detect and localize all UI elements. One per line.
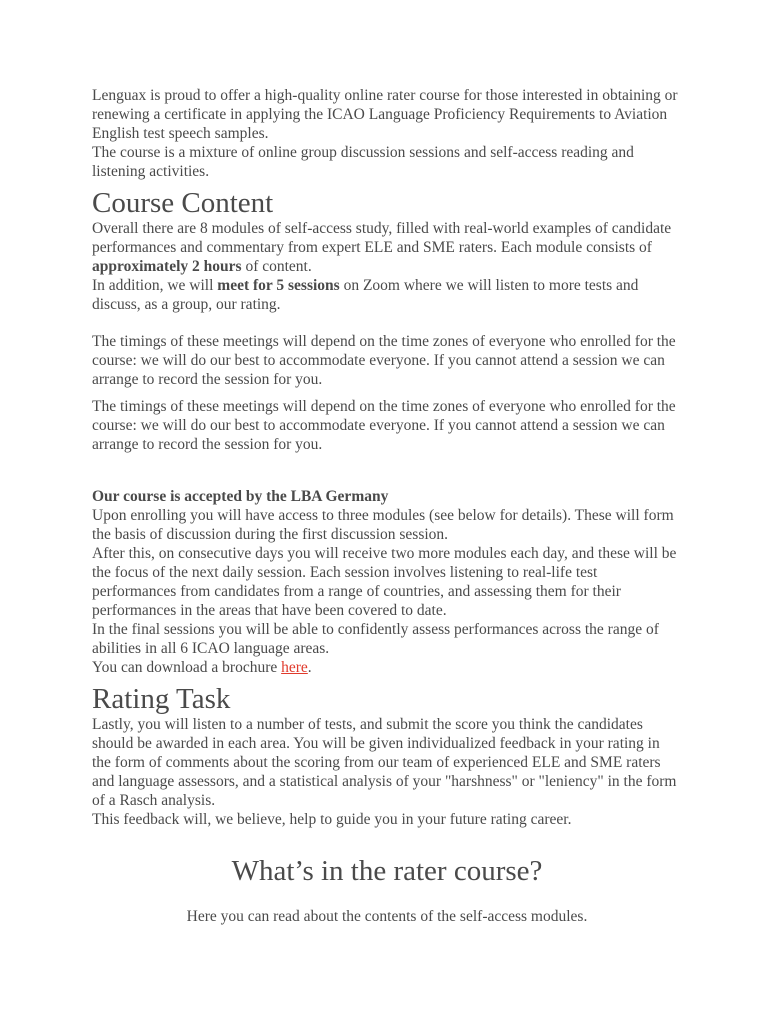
course-content-text: Overall there are 8 modules of self-access study, filled with real-world examples of candidate performances and commentary from expert ELE and SME raters. Each module consists of — [92, 220, 672, 256]
spacer — [92, 314, 682, 332]
intro-paragraph: Lenguax is proud to offer a high-quality online rater course for those interested in obtaining or renewing a certificate in applying the ICAO Language Proficiency Requirements to Aviation English test speech samples. — [92, 87, 678, 142]
course-content-bold: approximately 2 hours — [92, 258, 242, 275]
enrolling-paragraph: Upon enrolling you will have access to three modules (see below for details). These will form the basis of discussion during the first discussion session. — [92, 507, 674, 543]
brochure-line — [92, 658, 682, 677]
timing-paragraph-1: The timings of these meetings will depend on the time zones of everyone who enrolled for the course: we will do our best to accommodate everyone. If you cannot attend a session we can arrange to record the session for you. — [92, 333, 676, 388]
course-content-text-end: of content. — [241, 258, 312, 275]
rating-task-paragraph: Lastly, you will listen to a number of tests, and submit the score you think the candidates should be awarded in each area. You will be given individualized feedback in your rating in the form of comments about the scoring from our team of experienced ELE and SME raters and language assessors, and a statistical analysis of your "harshness" or "leniency" in the form of a Rasch analysis. — [92, 716, 677, 809]
rating-task-heading: Rating Task — [92, 683, 231, 715]
consecutive-days-paragraph: After this, on consecutive days you will receive two more modules each day, and these will be the focus of the next daily session. Each session involves listening to real-life test performances from candidates from a range of countries, and assessing them for their performances in the areas that have been covered to date. — [92, 545, 677, 619]
whats-in-subtext: Here you can read about the contents of the self-access modules. — [186, 908, 588, 925]
accreditation-line — [92, 487, 682, 506]
sessions-text: In addition, we will — [92, 277, 218, 294]
brochure-text: You can download a brochure — [92, 659, 282, 676]
sessions-text-end: on Zoom where we will listen to more tests and discuss, as a group, our rating. — [92, 277, 639, 313]
intro-paragraph-2: The course is a mixture of online group discussion sessions and self-access reading and listening activities. — [92, 144, 634, 180]
accreditation-bold: Our course is accepted by the LBA Germany — [92, 488, 389, 505]
final-sessions-paragraph: In the final sessions you will be able to confidently assess performances across the range of abilities in all 6 ICAO language areas. — [92, 621, 659, 657]
timing-paragraph-2: The timings of these meetings will depend on the time zones of everyone who enrolled for the course: we will do our best to accommodate everyone. If you cannot attend a session we can arrange to record the session for you. — [92, 398, 676, 453]
spacer — [92, 829, 682, 855]
sessions-bold: meet for 5 sessions — [217, 277, 340, 294]
spacer — [92, 454, 682, 487]
whats-in-heading: What’s in the rater course? — [231, 855, 543, 887]
sessions-paragraph — [92, 276, 682, 314]
course-content-paragraph — [92, 219, 682, 276]
brochure-suffix: . — [307, 659, 312, 676]
feedback-paragraph: This feedback will, we believe, help to guide you in your future rating career. — [92, 811, 572, 828]
spacer — [92, 389, 682, 397]
document-body — [92, 86, 682, 926]
course-content-heading: Course Content — [92, 187, 274, 219]
brochure-link[interactable]: here — [281, 659, 308, 676]
spacer — [92, 887, 682, 907]
